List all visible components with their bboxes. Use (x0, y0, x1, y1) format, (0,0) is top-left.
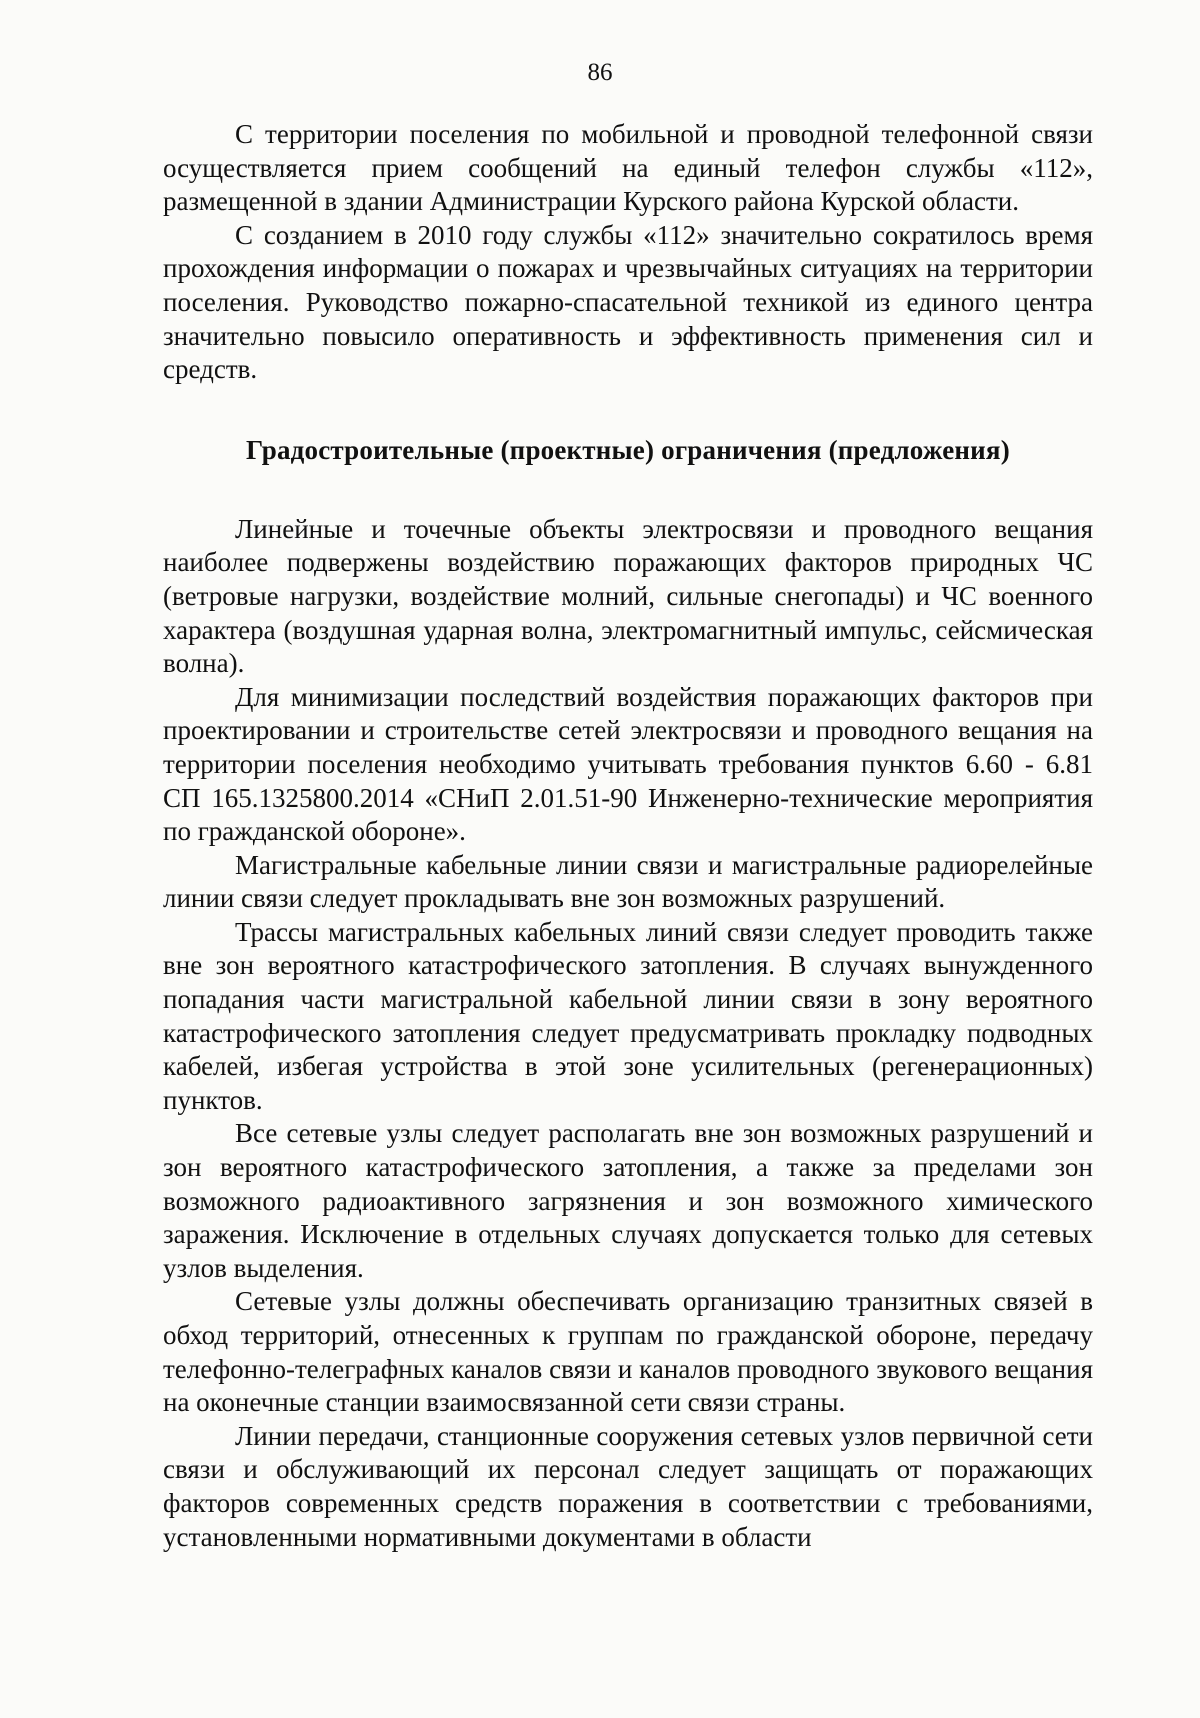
page-number: 86 (587, 59, 613, 86)
paragraph: Линии передачи, станционные сооружения сетевых узлов первичной сети связи и обслуживающий их персонал следует защищать от поражающих факторов современных средств поражения в соответствии с требованиями, установленными нормативными документами в области (163, 1420, 1093, 1552)
paragraph: Магистральные кабельные линии связи и магистральные радиорелейные линии связи следует прокладывать вне зон возможных разрушений. (163, 849, 1093, 914)
paragraph: Для минимизации последствий воздействия поражающих факторов при проектировании и строительстве сетей электросвязи и проводного вещания на территории поселения необходимо учитывать требования пунктов 6.60 - 6.81 СП 165.1325800.2014 «СНиП 2.01.51-90 Инженерно-технические мероприятия по гражданской обороне». (163, 681, 1093, 847)
paragraph: Сетевые узлы должны обеспечивать организацию транзитных связей в обход территорий, отнесенных к группам по гражданской обороне, передачу телефонно-телеграфных каналов связи и каналов проводного звукового вещания на оконечные станции взаимосвязанной сети связи страны. (163, 1286, 1093, 1418)
paragraph: Линейные и точечные объекты электросвязи и проводного вещания наиболее подвержены воздействию поражающих факторов природных ЧС (ветровые нагрузки, воздействие молний, сильные снегопады) и ЧС военного характера (воздушная ударная волна, электромагнитный импульс, сейсмическая волна). (163, 513, 1093, 679)
paragraph: С созданием в 2010 году службы «112» значительно сократилось время прохождения информации о пожарах и чрезвычайных ситуациях на территории поселения. Руководство пожарно-спасательной техникой из единого центра значительно повысило оперативность и эффективность применения сил и средств. (163, 219, 1093, 385)
page-content (163, 118, 1093, 1554)
paragraph: Все сетевые узлы следует располагать вне зон возможных разрушений и зон вероятного катастрофического затопления, а также за пределами зон возможного радиоактивного загрязнения и зон возможного химического заражения. Исключение в отдельных случаях допускается только для сетевых узлов выделения. (163, 1118, 1093, 1283)
section-heading: Градостроительные (проектные) ограничения (предложения) (246, 434, 1010, 465)
paragraph: Трассы магистральных кабельных линий связи следует проводить также вне зон вероятного катастрофического затопления. В случаях вынужденного попадания части магистральной кабельной линии связи в зону вероятного катастрофического затопления следует предусматривать прокладку подводных кабелей, избегая устройства в этой зоне усилительных (регенерационных) пунктов. (163, 916, 1093, 1115)
paragraph: С территории поселения по мобильной и проводной телефонной связи осуществляется прием сообщений на единый телефон службы «112», размещенной в здании Администрации Курского района Курской области. (163, 119, 1093, 217)
